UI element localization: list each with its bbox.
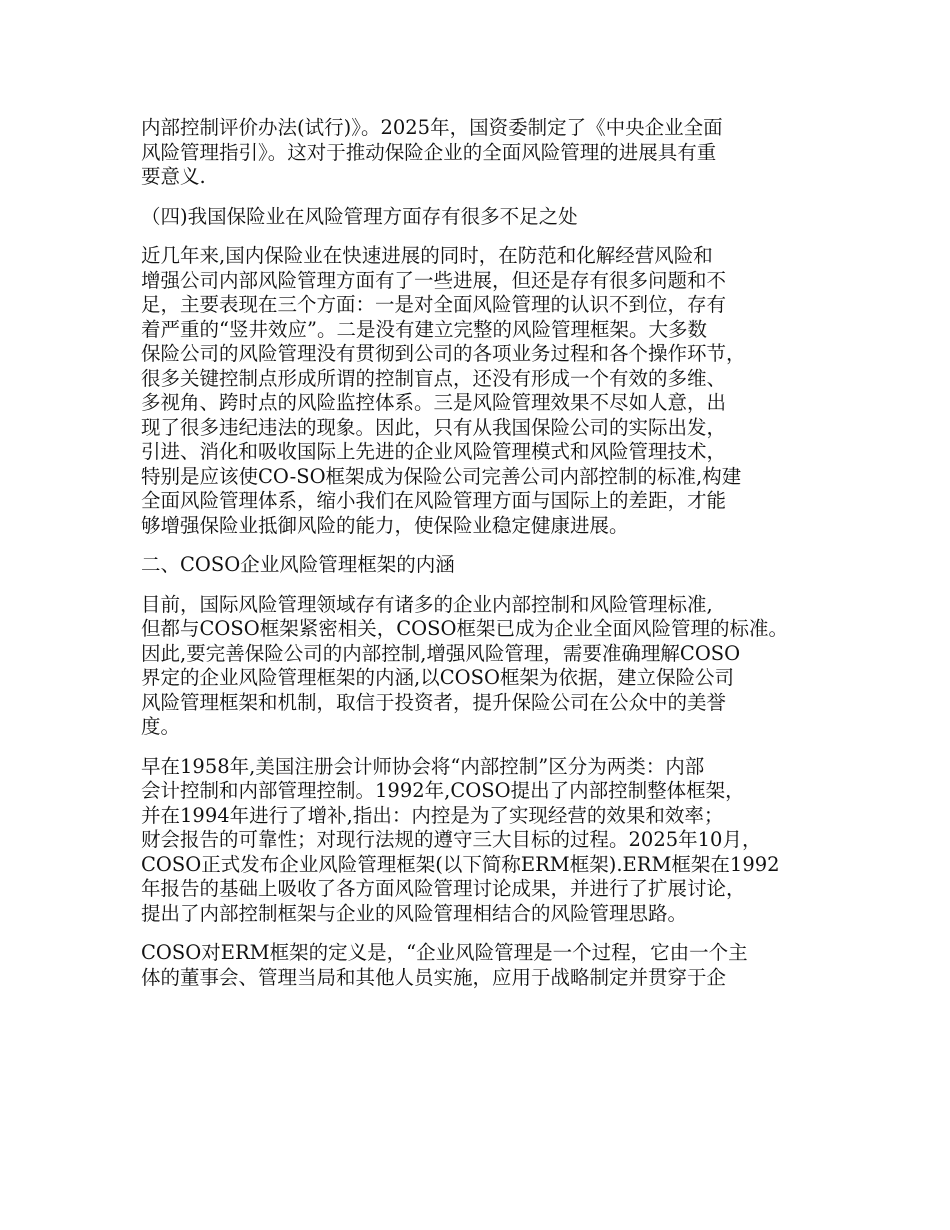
text-line: 要意义. bbox=[141, 165, 206, 188]
text-line: 界定的企业风险管理框架的内涵,以COSO框架为依据，建立保险公司 bbox=[141, 666, 734, 689]
text-line: 保险公司的风险管理没有贯彻到公司的各项业务过程和各个操作环节， bbox=[141, 342, 746, 365]
text-line: 很多关键控制点形成所谓的控制盲点，还没有形成一个有效的多维、 bbox=[141, 366, 727, 390]
paragraph-intro-continuation bbox=[141, 116, 811, 190]
text-line: 会计控制和内部管理控制。1992年,COSO提出了内部控制整体框架， bbox=[141, 779, 745, 802]
section-heading-2 bbox=[141, 553, 811, 578]
heading-text: 二、COSO企业风险管理框架的内涵 bbox=[141, 553, 455, 576]
text-line: 着严重的“竖井效应”。二是没有建立完整的风险管理框架。大多数 bbox=[141, 317, 707, 341]
paragraph-insurance-shortcomings bbox=[141, 244, 811, 538]
heading-text: （四)我国保险业在风险管理方面存有很多不足之处 bbox=[141, 204, 578, 228]
text-line: 多视角、跨时点的风险监控体系。三是风险管理效果不尽如人意，出 bbox=[141, 391, 727, 414]
text-line: COSO对ERM框架的定义是，“企业风险管理是一个过程，它由一个主 bbox=[141, 941, 748, 964]
text-line: 并在1994年进行了增补,指出：内控是为了实现经营的效果和效率； bbox=[141, 803, 724, 827]
text-line: 引进、消化和吸收国际上先进的企业风险管理模式和风险管理技术， bbox=[141, 440, 727, 463]
text-line: COSO正式发布企业风险管理框架(以下简称ERM框架).ERM框架在1992 bbox=[141, 852, 780, 876]
text-line: 度。 bbox=[141, 715, 181, 738]
text-line: 特别是应该使CO-SO框架成为保险公司完善公司内部控制的标准,构建 bbox=[141, 464, 742, 488]
text-line: 够增强保险业抵御风险的能力，使保险业稳定健康进展。 bbox=[141, 513, 629, 537]
paragraph-coso-history bbox=[141, 755, 811, 927]
text-line: 财会报告的可靠性；对现行法规的遵守三大目标的过程。2025年10月， bbox=[141, 828, 762, 851]
text-line: 风险管理框架和机制，取信于投资者，提升保险公司在公众中的美誉 bbox=[141, 690, 727, 714]
section-heading-4 bbox=[141, 205, 811, 230]
text-line: 提出了内部控制框架与企业的风险管理相结合的风险管理思路。 bbox=[141, 901, 688, 925]
text-line: 目前，国际风险管理领域存有诸多的企业内部控制和风险管理标准, bbox=[141, 592, 713, 616]
text-line: 现了很多违纪违法的现象。因此，只有从我国保险公司的实际出发， bbox=[141, 415, 727, 439]
document-body bbox=[141, 116, 811, 1005]
text-line: 年报告的基础上吸收了各方面风险管理讨论成果，并进行了扩展讨论， bbox=[141, 877, 746, 900]
text-line: 但都与COSO框架紧密相关，COSO框架已成为企业全面风险管理的标准。 bbox=[141, 617, 789, 640]
text-line: 增强公司内部风险管理方面有了一些进展，但还是存有很多问题和不 bbox=[141, 268, 727, 292]
text-line: 近几年来,国内保险业在快速进展的同时，在防范和化解经营风险和 bbox=[141, 244, 713, 267]
paragraph-erm-definition bbox=[141, 941, 811, 990]
paragraph-coso-standard bbox=[141, 593, 811, 740]
text-line: 因此,要完善保险公司的内部控制,增强风险管理，需要准确理解COSO bbox=[141, 641, 741, 665]
text-line: 足，主要表现在三个方面：一是对全面风险管理的认识不到位，存有 bbox=[141, 293, 727, 316]
text-line: 全面风险管理体系，缩小我们在风险管理方面与国际上的差距，才能 bbox=[141, 489, 727, 512]
text-line: 早在1958年,美国注册会计师协会将“内部控制”区分为两类：内部 bbox=[141, 754, 705, 778]
text-line: 体的董事会、管理当局和其他人员实施，应用于战略制定并贯穿于企 bbox=[141, 965, 727, 989]
text-line: 风险管理指引》。这对于推动保险企业的全面风险管理的进展具有重 bbox=[141, 140, 717, 164]
text-line: 内部控制评价办法(试行)》。2025年，国资委制定了《中央企业全面 bbox=[141, 116, 723, 139]
